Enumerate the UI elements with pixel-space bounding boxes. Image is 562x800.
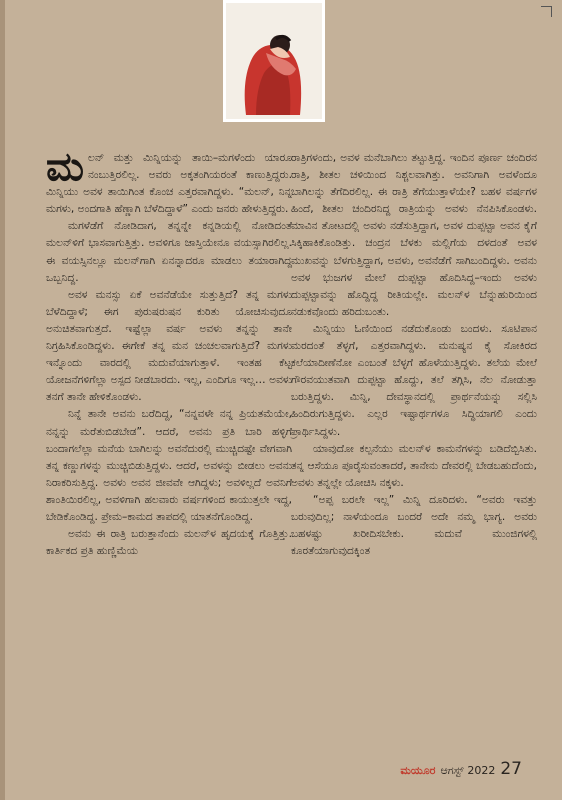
paragraph: ನಿನ್ನೆ ತಾನೇ ಅವನು ಬರೆದಿದ್ದ, “ನನ್ನವಳೇ ನನ್ನ ಪ್ರಿಯತಮೆಯೇ, ನನ್ನನ್ನು ಮರೆತುಬಿಡಬೇಡ”. ಆದರೆ, ಅವನು ಪ್ರತಿ ಬಾರಿ ಹಳ್ಳಿಗೆ ಬಂದಾಗಲೆಲ್ಲಾ ಮನೆಯ ಬಾಗಿಲನ್ನು ಅವನೆದುರಲ್ಲಿ ಮುಚ್ಚಿದಷ್ಟೇ ವೇಗವಾಗಿ ತನ್ನ ಕಣ್ಣುಗಳನ್ನು ಮುಚ್ಚಿಬಿಡುತ್ತಿದ್ದಳು. ಆದರೆ, ಅವಳನ್ನು ಬೀಡಲು ಅವನು ನಿರಾಕರಿಸುತ್ತಿದ್ದ. ಅವಳು ಅವನ ಜೀವವೇ ಆಗಿದ್ದಳು; ಅವಳಿಲ್ಲದೆ ಅವನಿಗೆ ಶಾಂತಿಯಿರಲಿಲ್ಲ, ಅವಳಿಗಾಗಿ ಹಲವಾರು ವರ್ಷಗಳಿಂದ ಕಾಯುತ್ತಲೇ ಇದ್ದ, ಬೇಡಿಕೊಂಡಿದ್ದ. ಪ್ರೇಮ–ಕಾಮದ ತಾಪದಲ್ಲಿ ಯಾತನೆಗೊಂಡಿದ್ದ. <box>46 408 292 523</box>
issue-date: ಆಗಸ್ಟ್ 2022 <box>440 764 496 777</box>
drop-cap: ಮ <box>46 144 85 190</box>
paragraph: ಮಗಳೆಡೆಗೆ ನೋಡಿದಾಗ, ತನ್ನನ್ನೇ ಕನ್ನಡಿಯಲ್ಲಿ ನೋಡಿದಂತೆ ಮಲನ್‌ಳಿಗೆ ಭಾಸವಾಗುತ್ತಿತ್ತು. ಅವಳಿಗೂ ಜಾಸ್ತಿಯೇನೂ ವಯಸ್ಸಾಗಿರಲಿಲ್ಲ. ಈ ವಯಸ್ಸಿನಲ್ಲೂ ಮಲನ್‌ಗಾಗಿ ಏನನ್ನಾದರೂ ಮಾಡಲು ತಯಾರಾಗಿದ್ದ ಒಬ್ಬನಿದ್ದ. <box>46 220 292 284</box>
paragraph: “ಅಪ್ಪ ಬರಲೇ ಇಲ್ಲ” ಮಿನ್ನಿ ದೂರಿದಳು. “ಅವರು ಇವತ್ತು ಬರುವುದಿಲ್ಲ; ನಾಳೆಯಂದೂ ಬಂದರೆ ಅದೇ ನಮ್ಮ ಭಾಗ್ಯ. ಅವರು ಬಹಳಷ್ಟು ಖರೀದಿಸಬೇಕು. ಮದುವೆ ಮುಂಜಿಗಳಲ್ಲಿ ಕೂರತೆಯಾಗುವುದಕ್ಕಿಂತ <box>291 493 537 558</box>
paragraph: ಮಿನ್ನಿಯು ಓಣಿಯಿಂದ ನಡೆದುಕೊಂಡು ಬಂದಳು. ಸೂಟಿಪಾನ ಮರದಂತೆ ತೆಳ್ಳಗೆ, ಎತ್ತರವಾಗಿದ್ದಳು. ಮನುಷ್ಯನ ಕೈ ಸೋಕಿರದ ಕಲೆಯಾದೀಣೆನೋ ಎಂಬಂತೆ ಬೆಳ್ಳಗೆ ಹೊಳೆಯುತ್ತಿದ್ದಳು. ತಲೆಯ ಮೇಲೆ ಗೌರವಯುತವಾಗಿ ದುಪ್ಪಟ್ಟಾ ಹೊದ್ದು, ತಲೆ ತಗ್ಗಿಸಿ, ನೆಲ ನೋಡುತ್ತಾ ಬರುತ್ತಿದ್ದಳು. ಮಿನ್ನಿ, ದೇವಸ್ಥಾನದಲ್ಲಿ ಪ್ರಾರ್ಥನೆಯನ್ನು ಸಲ್ಲಿಸಿ ಹಿಂದಿರುಗುತ್ತಿದ್ದಳು. ಎಲ್ಲರ ಇಷ್ಟಾರ್ಥಗಳೂ ಸಿದ್ಧಿಯಾಗಲಿ ಎಂದು ಪ್ರಾರ್ಥಿಸಿದ್ದಳು. <box>291 322 537 438</box>
paragraph: ರಾತ್ರಿಗಳಂದು, ಅವಳ ಮನೆಬಾಗಿಲು ತಟ್ಟುತ್ತಿದ್ದ. ಇಂದಿನ ಪೂರ್ಣ ಚಂದಿರನ ರಾತ್ರಿ, ಶೀತಲ ಚಳಿಯಿಂದ ನಿಶ್ಚಲವಾಗಿತ್ತು. ಅವನಿಗಾಗಿ ಅವಳೆಂದೂ ಬಾಗಿಲನ್ನು ತೆಗೆದಿರಲಿಲ್ಲ. ಈ ರಾತ್ರಿ ತೆಗೆಯುತ್ತಾಳೆಯೇ? ಬಹಳ ವರ್ಷಗಳ ಹಿಂದೆ, ಶೀತಲ ಚಂದಿರನಿದ್ದ ರಾತ್ರಿಯನ್ನು ಅವಳು ನೆನಪಿಸಿಕೊಂಡಳು. ಮಾವಿನ ತೋಟದಲ್ಲಿ ಅವಳು ನಡೆಸುತ್ತಿದ್ದಾಗ, ಅವಳ ದುಪ್ಪಟ್ಟಾ ಅವನ ಕೈಗೆ ಸಿಕ್ಕಿಹಾಕಿಕೊಂಡಿತ್ತು. ಚಂದ್ರನ ಬೆಳಕು ಮಲ್ಲಿಗೆಯ ದಳದಂತೆ ಅವಳ ಮುಖವನ್ನು ಬೆಳಗುತ್ತಿದ್ದಾಗ, ಅವಳು, ಅವನೆಡೆಗೆ ಸಾಗಿಬಂದಿದ್ದಳು. ಅವನು ಅವಳ ಭುಜಗಳ ಮೇಲೆ ದುಪ್ಪಟ್ಟಾ ಹೊದಿಸಿದ್ದ–ಇಂದು ಅವಳು ದುಪ್ಪಟ್ಟಾವನ್ನು ಹೊದ್ದಿದ್ದ ರೀತಿಯಲ್ಲೇ. ಮಲನ್‌ಳ ಬೆನ್ನುಹುರಿಯಿಂದ ನಡುಕವೊಂದು ಹರಿದುಬಂತು. <box>291 152 537 318</box>
paragraph: ಅವಳ ಮನಸ್ಸು ಏಕೆ ಅವನೆಡೆಯೇ ಸುತ್ತುತ್ತಿದೆ? ತನ್ನ ಮಗಳು ಬೆಳೆದಿದ್ದಾಳೆ; ಈಗ ಪುರುಷರುಷನ ಕುರಿತು ಯೋಚಿಸುವುದೂ ಅನುಚಿತವಾಗುತ್ತದೆ. ಇಷ್ಟೆಲ್ಲಾ ವರ್ಷ ಅವಳು ತನ್ನನ್ನು ತಾನೇ ನಿಗ್ರಹಿಸಿಕೊಂಡಿದ್ದಳು. ಈಗೇಕೆ ತನ್ನ ಮನ ಚಂಚಲವಾಗುತ್ತಿದೆ? ಮಗಳು ಇನ್ನೊಂದು ವಾರದಲ್ಲಿ ಮದುವೆಯಾಗುತ್ತಾಳೆ. ಇಂತಹ ಕೆಟ್ಟ ಯೋಜನೆಗಳಿಗೆಲ್ಲಾ ಅಸ್ಪದ ನೀಡಬಾರದು. ಇಲ್ಲ, ಎಂದಿಗೂ ಇಲ್ಲ… ಅವಳು ತನಗೆ ತಾನೇ ಹೇಳಿಕೊಂಡಳು. <box>46 288 292 404</box>
article-column-right <box>291 150 537 560</box>
crop-mark <box>541 6 552 17</box>
paragraph: ಯಾವುದೋ ಕಲ್ಪನೆಯು ಮಲನ್‌ಳ ಕಾಮನೆಗಳನ್ನು ಬಡಿದೆಬ್ಬಿಸಿತು. ತನ್ನ ಆಸೆಯೂ ಪೂರೈಸುವಂತಾದರೆ, ತಾನೇನು ದೇವರಲ್ಲಿ ಬೇಡಬಹುದೆಂದು, ಅವಳು ತನ್ನಲ್ಲೇ ಯೋಚಿಸಿ ನಕ್ಕಳು. <box>291 442 537 489</box>
embracing-couple-illustration <box>226 3 322 119</box>
paragraph: ಮಲನ್ ಮತ್ತು ಮಿನ್ನಿಯನ್ನು ತಾಯಿ–ಮಗಳೆಂದು ಯಾರೂ ನಂಬುತ್ತಿರಲಿಲ್ಲ. ಅವರು ಅಕ್ಕತಂಗಿಯರಂತೆ ಕಾಣುತ್ತಿದ್ದರು. ಮಿನ್ನಿಯು ಅವಳ ತಾಯಿಗಿಂತ ಕೊಂಚ ಎತ್ತರವಾಗಿದ್ದಳು. “ಮಲನ್, ನಿನ್ನ ಮಗಳು, ಅಂದಗಾತಿ ಹೆಣ್ಣಾಗಿ ಬೆಳೆದಿದ್ದಾಳೆ” ಎಂದು ಜನರು ಹೇಳುತ್ತಿದ್ದರು. <box>46 144 292 216</box>
story-illustration <box>223 0 325 122</box>
page-number: 27 <box>500 759 522 779</box>
page-footer <box>400 759 522 779</box>
paragraph: ಅವನು ಈ ರಾತ್ರಿ ಬರುತ್ತಾನೆಂದು ಮಲನ್‌ಳ ಹೃದಯಕ್ಕೆ ಗೊತ್ತಿತ್ತು. ಕಾರ್ತಿಕದ ಪ್ರತಿ ಹುಣ್ಣಿಮೆಯ <box>46 528 292 558</box>
article-column-left <box>46 144 292 560</box>
magazine-name: ಮಯೂರ <box>400 764 436 777</box>
page-edge <box>0 0 5 800</box>
